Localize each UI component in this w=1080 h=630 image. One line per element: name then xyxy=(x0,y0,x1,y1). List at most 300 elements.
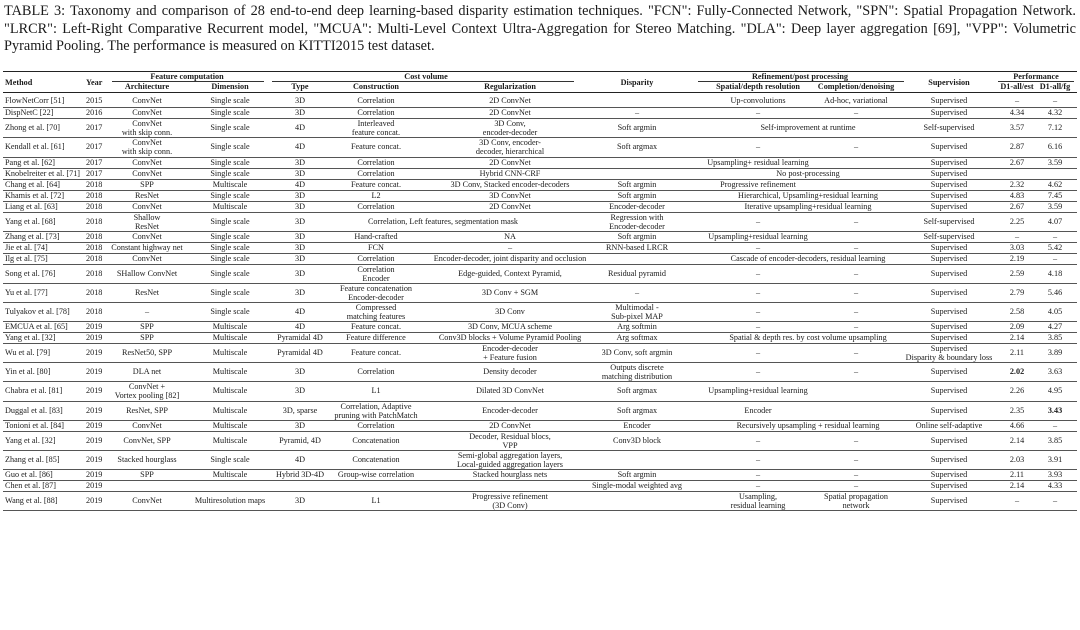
table-row xyxy=(0,168,1080,179)
regularization-cell: Semi-global aggregation layers, Local-guided aggregation layers xyxy=(457,451,563,470)
d1-est-cell: 4.66 xyxy=(1009,421,1025,430)
construction-cell: Correlation xyxy=(357,158,395,167)
dimension-cell: Single scale xyxy=(210,232,250,241)
method-cell: Yin et al. [80] xyxy=(5,366,51,376)
type-cell: 3D xyxy=(294,254,306,263)
table-caption: TABLE 3: Taxonomy and comparison of 28 end-to-end deep learning-based disparity estimation techniques. "FCN": Fully-Connected Network, "SPN": Spatial Propagation Network. "LRCR": Left-Right Comparative Recurrent model, "MCUA": Multi-Level Context Ultra-Aggregation for Stereo Matching. "DLA": Deep layer aggregation [69], "VPP": Volumetric Pyramid Pooling. The performance is measured on KITTI2015 test dataset. xyxy=(4,3,1076,54)
completion-cell: – xyxy=(853,243,859,252)
table-row xyxy=(0,491,1080,510)
table-row xyxy=(0,450,1080,469)
refinement-merged-cell: Hierarchical, Upsamling+residual learning xyxy=(738,191,878,200)
header-regularization: Regularization xyxy=(484,82,536,91)
refinement-merged-cell: Recursively upsampling + residual learning xyxy=(736,421,880,430)
type-cell: 4D xyxy=(294,122,306,132)
type-cell: 3D xyxy=(294,202,306,211)
architecture-cell: ResNet, SPP xyxy=(126,405,168,415)
d1-est-cell: 2.09 xyxy=(1009,322,1025,331)
d1-est-cell: 3.03 xyxy=(1009,243,1025,252)
type-cell: 3D xyxy=(294,421,306,430)
header-refinement: Refinement/post processing xyxy=(751,72,849,81)
regularization-cell: 3D Conv, Stacked encoder-decoders xyxy=(450,180,570,189)
year-cell: 2019 xyxy=(86,421,103,430)
d1-fg-cell: – xyxy=(1052,421,1058,430)
table-row xyxy=(0,480,1080,491)
d1-fg-cell: 3.43 xyxy=(1047,405,1063,415)
disparity-cell: Soft argmin xyxy=(617,122,657,132)
dimension-cell: Single scale xyxy=(210,306,250,316)
d1-fg-cell: 5.42 xyxy=(1047,243,1063,252)
construction-cell: L1 xyxy=(371,495,381,505)
year-cell: 2019 xyxy=(86,481,103,490)
d1-fg-cell: 4.18 xyxy=(1047,268,1063,278)
regularization-cell: Encoder-decoder xyxy=(482,405,538,415)
year-cell: 2018 xyxy=(86,268,103,278)
spatial-depth-cell: Upsampling+residual learning xyxy=(708,232,808,241)
refinement-merged-cell: Spatial & depth res. by cost volume upsampling xyxy=(729,333,887,342)
spatial-depth-cell: – xyxy=(755,366,761,376)
d1-est-cell: 2.11 xyxy=(1009,347,1025,357)
construction-cell: Feature concat. xyxy=(350,322,402,331)
table-row xyxy=(0,362,1080,381)
d1-fg-cell: 4.05 xyxy=(1047,306,1063,316)
regularization-cell: 3D ConvNet xyxy=(489,191,531,200)
table-row xyxy=(0,242,1080,253)
type-cell: 4D xyxy=(294,180,306,189)
supervision-cell: Supervised xyxy=(930,95,968,105)
d1-fg-cell: 7.12 xyxy=(1047,122,1063,132)
year-cell: 2019 xyxy=(86,386,103,395)
d1-fg-cell: – xyxy=(1052,232,1058,241)
header-supervision: Supervision xyxy=(928,78,970,87)
construction-cell: Correlation xyxy=(357,421,395,430)
table-row xyxy=(0,321,1080,332)
method-cell: Wu et al. [79] xyxy=(5,347,51,357)
completion-cell: – xyxy=(853,287,859,297)
supervision-cell: Supervised xyxy=(930,386,968,395)
disparity-cell: Soft argmin xyxy=(617,232,657,241)
construction-cell: Correlation Encoder xyxy=(357,265,395,284)
regularization-cell: – xyxy=(507,243,513,252)
disparity-cell: 3D Conv, soft argmin xyxy=(601,347,673,357)
header-dimension: Dimension xyxy=(211,82,249,91)
supervision-cell: Supervised xyxy=(930,322,968,331)
regularization-cell: Conv3D blocks + Volume Pyramid Pooling xyxy=(438,333,582,342)
supervision-cell: Self-supervised xyxy=(923,122,975,132)
regularization-cell: Edge-guided, Context Pyramid, xyxy=(458,268,562,278)
construction-cell: L1 xyxy=(371,386,381,395)
year-cell: 2019 xyxy=(86,405,103,415)
d1-est-cell: 2.02 xyxy=(1009,366,1025,376)
table-row xyxy=(0,179,1080,190)
supervision-cell: Supervised xyxy=(930,180,968,189)
supervision-cell: Supervised xyxy=(930,268,968,278)
type-cell: 3D xyxy=(294,243,306,252)
regularization-cell: 2D ConvNet xyxy=(489,108,531,117)
architecture-cell: SPP xyxy=(140,333,154,342)
construction-cell: Feature concatenation Encoder-decoder xyxy=(339,284,413,303)
method-cell: FlowNetCorr [51] xyxy=(5,95,65,105)
spatial-depth-cell: – xyxy=(755,435,761,445)
dimension-cell: Multiscale xyxy=(212,470,248,479)
year-cell: 2019 xyxy=(86,322,103,331)
method-cell: Yang et al. [32] xyxy=(5,435,56,445)
completion-cell: – xyxy=(853,142,859,151)
table-row xyxy=(0,190,1080,201)
year-cell: 2019 xyxy=(86,454,103,464)
type-cell: Pyramid, 4D xyxy=(279,435,321,445)
header-disparity: Disparity xyxy=(620,78,654,87)
regularization-cell: Decoder, Residual blocs, VPP xyxy=(469,432,551,451)
header-construction: Construction xyxy=(353,82,399,91)
completion-cell: Ad-hoc, variational xyxy=(824,95,888,105)
year-cell: 2015 xyxy=(86,95,103,105)
table-row xyxy=(0,137,1080,157)
method-cell: Knobelreiter et al. [71] xyxy=(5,169,81,178)
supervision-cell: Supervised xyxy=(930,254,968,263)
method-cell: Chabra et al. [81] xyxy=(5,386,63,395)
method-cell: Yu et al. [77] xyxy=(5,287,48,297)
table-row xyxy=(0,401,1080,420)
dimension-cell: Single scale xyxy=(210,169,250,178)
table-row xyxy=(0,343,1080,362)
spatial-depth-cell: – xyxy=(755,306,761,316)
d1-fg-cell: 3.59 xyxy=(1047,158,1063,167)
d1-fg-cell: 4.07 xyxy=(1047,216,1063,226)
supervision-cell: Supervised xyxy=(930,470,968,479)
architecture-cell: ConvNet xyxy=(132,495,162,505)
year-cell: 2018 xyxy=(86,191,103,200)
method-cell: Yang et al. [68] xyxy=(5,216,56,226)
dimension-cell: Multiresolution maps xyxy=(194,495,266,505)
disparity-cell: Arg softmax xyxy=(616,333,658,342)
method-cell: Tulyakov et al. [78] xyxy=(5,306,70,316)
supervision-cell: Supervised xyxy=(930,481,968,490)
refinement-merged-cell: No post-processing xyxy=(776,169,840,178)
dimension-cell: Single scale xyxy=(210,108,250,117)
spatial-depth-cell: – xyxy=(755,347,761,357)
d1-est-cell: 2.11 xyxy=(1009,470,1025,479)
d1-fg-cell: 4.27 xyxy=(1047,322,1063,331)
dimension-cell: Single scale xyxy=(210,142,250,151)
regularization-cell: Progressive refinement (3D Conv) xyxy=(472,492,548,511)
dimension-cell: Single scale xyxy=(210,122,250,132)
year-cell: 2018 xyxy=(86,243,103,252)
architecture-cell: ConvNet xyxy=(132,108,162,117)
spatial-depth-cell: Upsampling+residual learning xyxy=(708,386,808,395)
architecture-cell: ConvNet with skip conn. xyxy=(121,138,173,157)
dimension-cell: Single scale xyxy=(210,216,250,226)
d1-fg-cell: 3.63 xyxy=(1047,366,1063,376)
method-cell: Wang et al. [88] xyxy=(5,495,58,505)
completion-cell: – xyxy=(853,481,859,490)
method-cell: Pang et al. [62] xyxy=(5,158,56,167)
year-cell: 2019 xyxy=(86,495,103,505)
architecture-cell: SHallow ConvNet xyxy=(116,268,178,278)
spatial-depth-cell: – xyxy=(755,481,761,490)
completion-cell: – xyxy=(853,470,859,479)
regularization-cell: Encoder-decoder, joint disparity and occlusion xyxy=(433,254,587,263)
cost-volume-merged-cell: Correlation, Left features, segmentation mask xyxy=(367,216,519,226)
type-cell: 3D, sparse xyxy=(282,405,318,415)
architecture-cell: ConvNet xyxy=(132,421,162,430)
architecture-cell: ConvNet xyxy=(132,254,162,263)
supervision-cell: Self-supervised xyxy=(923,216,975,226)
disparity-cell: Soft argmax xyxy=(616,386,658,395)
table-row xyxy=(0,157,1080,168)
table-row xyxy=(0,302,1080,321)
spatial-depth-cell: Encoder xyxy=(744,405,772,415)
d1-est-cell: 3.57 xyxy=(1009,122,1025,132)
type-cell: Pyramidal 4D xyxy=(277,347,323,357)
architecture-cell: SPP xyxy=(140,180,154,189)
regularization-cell: 2D ConvNet xyxy=(489,95,531,105)
architecture-cell: ConvNet xyxy=(132,202,162,211)
dimension-cell: Multiscale xyxy=(212,386,248,395)
spatial-depth-cell: – xyxy=(755,243,761,252)
table-row xyxy=(0,264,1080,283)
disparity-cell: Soft argmax xyxy=(616,405,658,415)
d1-fg-cell: 3.91 xyxy=(1047,454,1063,464)
disparity-cell: Soft argmin xyxy=(617,180,657,189)
disparity-cell: – xyxy=(634,108,640,117)
d1-est-cell: 2.67 xyxy=(1009,202,1025,211)
disparity-cell: RNN-based LRCR xyxy=(605,243,669,252)
regularization-cell: 3D Conv, encoder- decoder, hierarchical xyxy=(475,138,545,157)
header-spatial-depth: Spatial/depth resolution xyxy=(716,82,800,91)
d1-fg-cell: – xyxy=(1052,95,1058,105)
completion-cell: – xyxy=(853,268,859,278)
year-cell: 2018 xyxy=(86,216,103,226)
regularization-cell: 3D Conv + SGM xyxy=(481,287,539,297)
supervision-cell: Supervised xyxy=(930,306,968,316)
d1-est-cell: 2.35 xyxy=(1009,405,1025,415)
d1-est-cell: 2.03 xyxy=(1009,454,1025,464)
d1-est-cell: 2.58 xyxy=(1009,306,1025,316)
dimension-cell: Multiscale xyxy=(212,333,248,342)
supervision-cell: Supervised xyxy=(930,243,968,252)
method-cell: Zhang et al. [73] xyxy=(5,232,60,241)
spatial-depth-cell: Usampling, residual learning xyxy=(730,492,786,511)
dimension-cell: Single scale xyxy=(210,268,250,278)
type-cell: 4D xyxy=(294,454,306,464)
table-row xyxy=(0,107,1080,118)
type-cell: 3D xyxy=(294,216,306,226)
refinement-merged-cell: Self-improvement at runtime xyxy=(760,122,856,132)
disparity-cell: – xyxy=(634,287,640,297)
spatial-depth-cell: – xyxy=(755,268,761,278)
dimension-cell: Multiscale xyxy=(212,435,248,445)
type-cell: 3D xyxy=(294,268,306,278)
dimension-cell: Multiscale xyxy=(212,405,248,415)
d1-est-cell: 2.14 xyxy=(1009,435,1025,445)
year-cell: 2018 xyxy=(86,202,103,211)
regularization-cell: 3D Conv, encoder-decoder xyxy=(482,119,538,138)
type-cell: 3D xyxy=(294,191,306,200)
d1-fg-cell: 3.85 xyxy=(1047,435,1063,445)
construction-cell: Concatenation xyxy=(352,435,400,445)
completion-cell: – xyxy=(853,108,859,117)
architecture-cell: Stacked hourglass xyxy=(117,454,177,464)
method-cell: DispNetC [22] xyxy=(5,108,54,117)
table-row xyxy=(0,381,1080,401)
d1-fg-cell: 4.95 xyxy=(1047,386,1063,395)
table-row xyxy=(0,231,1080,242)
construction-cell: Feature concat. xyxy=(350,142,402,151)
type-cell: 3D xyxy=(294,232,306,241)
dimension-cell: Multiscale xyxy=(212,202,248,211)
type-cell: 3D xyxy=(294,169,306,178)
table-row xyxy=(0,118,1080,137)
disparity-cell: Arg softmin xyxy=(617,322,657,331)
method-cell: Zhong et al. [70] xyxy=(5,122,61,132)
type-cell: 3D xyxy=(294,108,306,117)
method-cell: Jie et al. [74] xyxy=(5,243,48,252)
d1-est-cell: 4.34 xyxy=(1009,108,1025,117)
year-cell: 2019 xyxy=(86,366,103,376)
year-cell: 2018 xyxy=(86,254,103,263)
disparity-cell: Regression with Encoder-decoder xyxy=(609,213,665,232)
spatial-depth-cell: – xyxy=(755,470,761,479)
construction-cell: Compressed matching features xyxy=(346,303,406,322)
supervision-cell: Online self-adaptive xyxy=(915,421,983,430)
header-performance: Performance xyxy=(1013,72,1059,81)
type-cell: Pyramidal 4D xyxy=(277,333,323,342)
method-cell: Duggal et al. [83] xyxy=(5,405,63,415)
completion-cell: – xyxy=(853,347,859,357)
header-architecture: Architecture xyxy=(124,82,170,91)
architecture-cell: ConvNet xyxy=(132,95,162,105)
dimension-cell: Single scale xyxy=(210,454,250,464)
supervision-cell: Supervised xyxy=(930,169,968,178)
disparity-cell: Soft argmin xyxy=(617,191,657,200)
architecture-cell: ConvNet xyxy=(132,232,162,241)
disparity-cell: Soft argmin xyxy=(617,470,657,479)
disparity-cell: Conv3D block xyxy=(613,435,661,445)
table-row xyxy=(0,420,1080,431)
architecture-cell: ResNet xyxy=(134,191,160,200)
year-cell: 2018 xyxy=(86,232,103,241)
disparity-cell: Soft argmax xyxy=(616,142,658,151)
header-d1-est: D1-all/est xyxy=(1000,82,1034,91)
regularization-cell: 2D ConvNet xyxy=(489,158,531,167)
architecture-cell: ConvNet + Vortex pooling [82] xyxy=(114,382,180,401)
construction-cell: Feature concat. xyxy=(350,347,402,357)
header-method: Method xyxy=(5,78,33,87)
type-cell: 3D xyxy=(294,366,306,376)
construction-cell: Correlation xyxy=(357,202,395,211)
method-cell: Yang et al. [32] xyxy=(5,333,56,342)
method-cell: Chang et al. [64] xyxy=(5,180,61,189)
regularization-cell: 3D Conv, MCUA scheme xyxy=(467,322,553,331)
supervision-cell: Supervised xyxy=(930,495,968,505)
d1-fg-cell: 3.85 xyxy=(1047,333,1063,342)
dimension-cell: Single scale xyxy=(210,95,250,105)
supervision-cell: Supervised xyxy=(930,287,968,297)
regularization-cell: Hybrid CNN-CRF xyxy=(479,169,541,178)
construction-cell: Concatenation xyxy=(352,454,400,464)
regularization-cell: Stacked hourglass nets xyxy=(472,470,548,479)
construction-cell: Correlation xyxy=(357,366,395,376)
supervision-cell: Supervised xyxy=(930,108,968,117)
d1-est-cell: 2.14 xyxy=(1009,333,1025,342)
architecture-cell: SPP xyxy=(140,322,154,331)
d1-fg-cell: 3.59 xyxy=(1047,202,1063,211)
year-cell: 2019 xyxy=(86,435,103,445)
type-cell: 3D xyxy=(294,495,306,505)
year-cell: 2018 xyxy=(86,306,103,316)
construction-cell: Correlation xyxy=(357,169,395,178)
header-completion: Completion/denoising xyxy=(817,82,895,91)
type-cell: 4D xyxy=(294,306,306,316)
d1-fg-cell: 4.62 xyxy=(1047,180,1063,189)
method-cell: Kendall et al. [61] xyxy=(5,142,65,151)
d1-est-cell: 2.19 xyxy=(1009,254,1025,263)
spatial-depth-cell: Progressive refinement xyxy=(720,180,796,189)
dimension-cell: Multiscale xyxy=(212,347,248,357)
d1-est-cell: 4.83 xyxy=(1009,191,1025,200)
supervision-cell: Supervised xyxy=(930,405,968,415)
architecture-cell: ConvNet with skip conn. xyxy=(121,119,173,138)
regularization-cell: Encoder-decoder + Feature fusion xyxy=(482,344,538,363)
construction-cell: Correlation xyxy=(357,108,395,117)
spatial-depth-cell: Up-convolutions xyxy=(730,95,786,105)
table-row xyxy=(0,431,1080,450)
supervision-cell: Supervised xyxy=(930,333,968,342)
type-cell: 3D xyxy=(294,95,306,105)
supervision-cell: Supervised xyxy=(930,454,968,464)
method-cell: Ilg et al. [75] xyxy=(5,254,48,263)
architecture-cell: ConvNet, SPP xyxy=(123,435,171,445)
completion-cell: – xyxy=(853,216,859,226)
completion-cell: Spatial propagation network xyxy=(824,492,888,511)
spatial-depth-cell: Upsampling+ residual learning xyxy=(707,158,809,167)
dimension-cell: Multiscale xyxy=(212,421,248,430)
method-cell: Tonioni et al. [84] xyxy=(5,421,64,430)
header-feature-computation: Feature computation xyxy=(150,72,224,81)
type-cell: 3D xyxy=(294,287,306,297)
type-cell: 4D xyxy=(294,142,306,151)
spatial-depth-cell: – xyxy=(755,108,761,117)
architecture-cell: SPP xyxy=(140,470,154,479)
architecture-cell: ResNet50, SPP xyxy=(121,347,173,357)
year-cell: 2016 xyxy=(86,108,103,117)
year-cell: 2017 xyxy=(86,158,103,167)
d1-est-cell: 2.14 xyxy=(1009,481,1025,490)
supervision-cell: Supervised xyxy=(930,202,968,211)
d1-fg-cell: 3.93 xyxy=(1047,470,1063,479)
d1-est-cell: 2.59 xyxy=(1009,268,1025,278)
d1-fg-cell: 6.16 xyxy=(1047,142,1063,151)
d1-fg-cell: 3.89 xyxy=(1047,347,1063,357)
table-row xyxy=(0,212,1080,231)
regularization-cell: 2D ConvNet xyxy=(489,421,531,430)
construction-cell: FCN xyxy=(368,243,384,252)
year-cell: 2017 xyxy=(86,122,103,132)
method-cell: Zhang et al. [85] xyxy=(5,454,60,464)
supervision-cell: Supervised xyxy=(930,435,968,445)
architecture-cell: – xyxy=(144,306,150,316)
d1-est-cell: 2.87 xyxy=(1009,142,1025,151)
supervision-cell: Supervised xyxy=(930,142,968,151)
completion-cell: – xyxy=(853,366,859,376)
type-cell: 4D xyxy=(294,322,306,331)
table-row xyxy=(0,283,1080,302)
disparity-cell: Residual pyramid xyxy=(608,268,666,278)
dimension-cell: Single scale xyxy=(210,287,250,297)
header-d1-fg: D1-all/fg xyxy=(1039,82,1071,91)
disparity-cell: Encoder xyxy=(623,421,651,430)
supervision-cell: Self-supervised xyxy=(923,232,975,241)
